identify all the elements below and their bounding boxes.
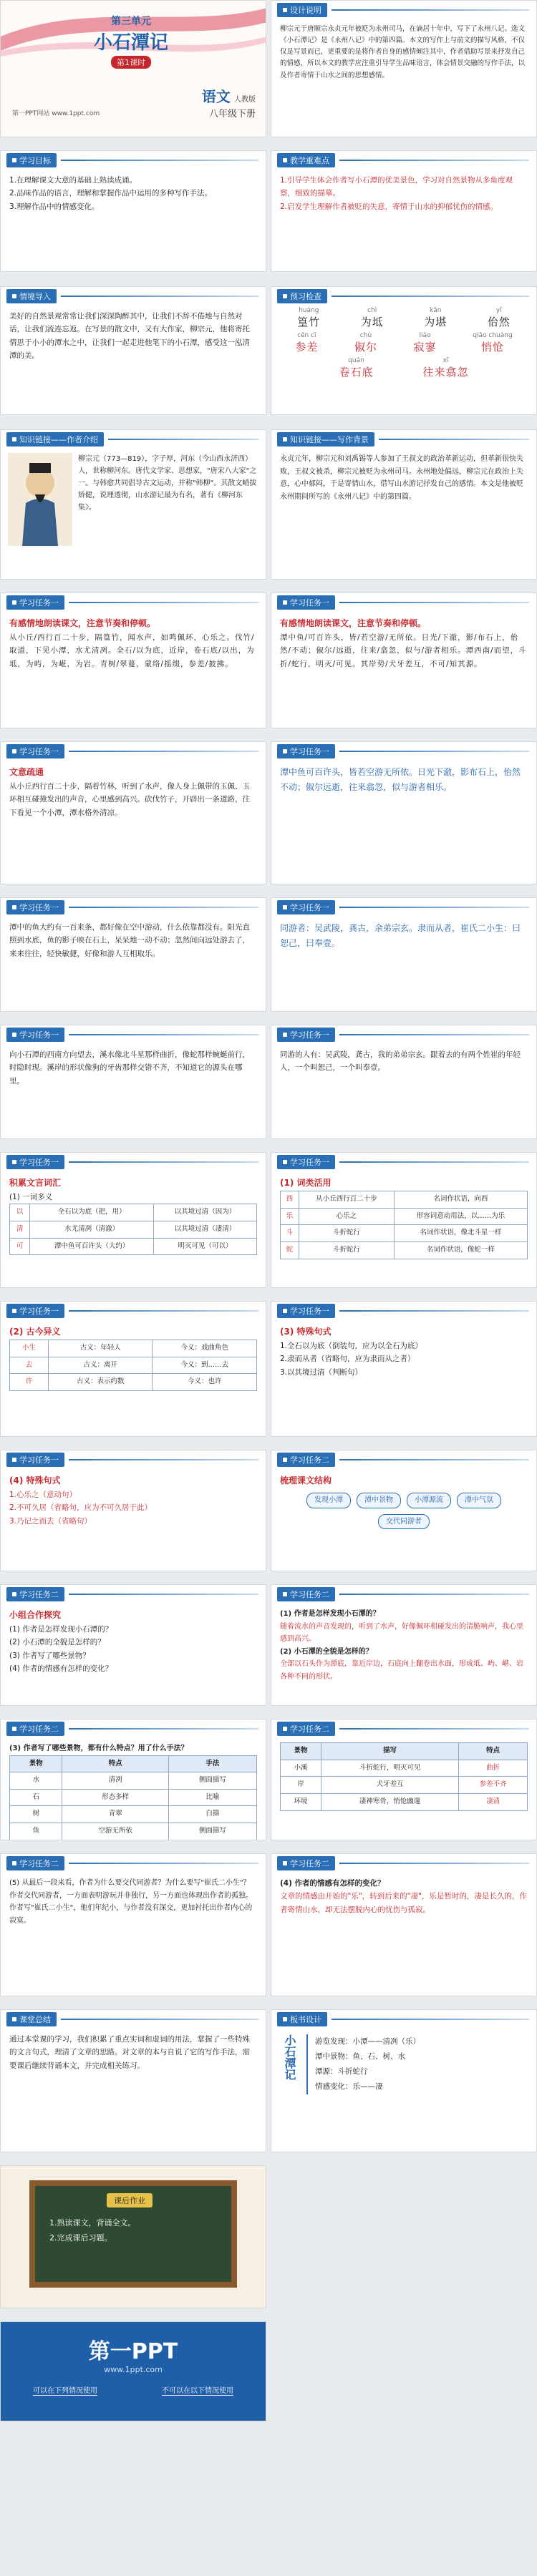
background-text: 永贞元年，柳宗元和刘禹锡等人参加了王叔文的政治革新运动，但革新很快失败，王叔文被杀，柳宗元被贬为永州司马。永州地处偏远，柳宗元在政治上失意，心中郁闷，于是寄情山水，借写山水游记抒发自己的感情。本文是他被贬永州期间所写的《永州八记》中的第四篇。 <box>280 455 523 501</box>
preview-slide: 预习检查 huáng 篁竹 chì 为坻 kān 为堪 yǐ 佁然 cēn cī 参差 chù 俶尔 liáo 寂寥 qiǎo chuàng 悄怆 quán 卷石底 xī 往来翕忽 <box>271 286 537 415</box>
task1a-slide: 学习任务一 有感情地朗读课文，注意节奏和停顿。 从小丘/西行百二十步，隔篁竹，闻水声，如鸣佩环，心乐之。伐竹/取道，下见小潭，水尤清冽。全石/以为底，近岸，卷石底/以出，为坻，为屿，为嵁，为岩。青树/翠蔓，蒙络/摇缀，参差/披拂。 <box>0 592 266 728</box>
table-row: 清 水尤清冽（清澈） 以其境过清（凄清） <box>10 1221 257 1239</box>
question: (4) 作者的情感有怎样的变化？ <box>280 1879 385 1888</box>
edition-label: 人教版 <box>234 96 256 104</box>
author-slide: 知识链接——作者介绍 柳宗元（773—819），字子厚，河东（今山西永济西）人，世称柳河东。唐代文学家、思想家，"唐宋八大家"之一。与韩愈共同倡导古文运动，并称"韩柳"。其散文峭拔矫健，说理透彻，山水游记最为有名，著有《柳河东集》。 <box>0 429 266 580</box>
table-row: 石 形态多样 比喻 <box>10 1789 257 1806</box>
task-text: 潭中的鱼大约有一百来条，都好像在空中游动，什么依靠都没有。阳光直照到水底，鱼的影子映在石上，呆呆地一动不动；忽然间向远处游去了，来来往往，轻快敏捷，好像和游人互相取乐。 <box>9 923 250 958</box>
list-item: 3.以其境过清（判断句） <box>280 1367 363 1377</box>
preview-word: xī 往来翕忽 <box>422 357 469 379</box>
background-slide: 知识链接——写作背景 永贞元年，柳宗元和刘禹锡等人参加了王叔文的政治革新运动，但革新很快失败，王叔文被杀，柳宗元被贬为永州司马。永州地处偏远，柳宗元在政治上失意，心中郁闷，于是寄情山水，借写山水游记抒发自己的感情。本文是他被贬永州期间所写的《永州八记》中的第四篇。 <box>271 429 537 580</box>
task2c-slide: 学习任务二 (1) 作者是怎样发现小石潭的？ 随着流水的声音发现的，听到了水声，好像佩环相碰发出的清脆响声，我心里感到高兴。 (2) 小石潭的全貌是怎样的？ 全部以石头作为潭底，靠近岸边，石底向上翻卷出水面，形成坻、屿、嵁、岩各种不同的形状。 <box>271 1584 537 1706</box>
board-line: 游览发现：小潭——清冽（乐） <box>315 2037 420 2046</box>
table-row: 西 从小丘西行百二十步 名词作状语，向西 <box>281 1191 528 1209</box>
list-item: (1) 作者是怎样发现小石潭的？ <box>9 1625 113 1634</box>
homework-item: 1.熟读课文，背诵全文。 <box>49 2218 136 2228</box>
author-portrait <box>8 453 72 546</box>
task2d-slide: 学习任务二 (3) 作者写了哪些景物，都有什么特点？用了什么手法？ 景物 特点 手法 水 清冽 侧面描写 石 形态多样 比喻 树 青翠 白描 鱼 空游无所依 侧面描写 <box>0 1719 266 1840</box>
vocab-table <box>9 1204 257 1255</box>
answer: 文章的情感由开始的"乐"，转到后来的"凄"，乐是暂时的，凄是长久的，作者寄情山水，却无法摆脱内心的忧伤与孤寂。 <box>280 1892 527 1914</box>
task1l-slide: 学习任务一 (3) 特殊句式 1.全石以为底（倒装句，应为以全石为底） 2.隶而从者（省略句，应为隶而从之者） 3.以其境过清（判断句） <box>271 1301 537 1437</box>
table-row: 蛇 斗折蛇行 名词作状语，像蛇一样 <box>281 1241 528 1259</box>
intro-slide: 情境导入 美好的自然景观常常让我们深深陶醉其中，让我们不辞不倦地与自然对话，让我们流连忘返。在写景的散文中，又有大作家，柳宗元，他将寄托情思于小小的潭水之中，让我们一起走进他笔下的小石潭，感受这一泓清潭的美。 <box>0 286 266 415</box>
task-text: 潭中鱼可百许头，皆若空游无所依。日光下澈，影布石上，佁然不动；俶尔远逝，往来翕忽，似与游者相乐。 <box>280 767 521 792</box>
table-row: 小溪 斗折蛇行，明灭可见 曲折 <box>281 1760 528 1777</box>
table-row: 景物 特点 手法 <box>10 1755 257 1772</box>
task2b-slide: 学习任务二 小组合作探究 (1) 作者是怎样发现小石潭的？ (2) 小石潭的全貌是怎样的？ (3) 作者写了哪些景物？ (4) 作者的情感有怎样的变化？ <box>0 1584 266 1706</box>
preview-word: liáo 寂寥 <box>413 332 437 353</box>
task1k-slide: 学习任务一 (2) 古今异义 小生 古义：年轻人 今义：戏曲角色 去 古义：离开 今义：到……去 许 古义：表示约数 今义：也许 <box>0 1301 266 1437</box>
task2f-slide: 学习任务二 (4) 作者的情感有怎样的变化？ 文章的情感由开始的"乐"，转到后来的"凄"，乐是暂时的，凄是长久的，作者寄情山水，却无法摆脱内心的忧伤与孤寂。 <box>271 1853 537 1996</box>
task1b-slide: 学习任务一 有感情地朗读课文，注意节奏和停顿。 潭中鱼/可百许头，皆/若空游/无所依。日光/下澈，影/布石上，佁然/不动；俶尔/远逝，往来/翕忽，似与/游者相乐。潭西南/而望，斗折/蛇行，明灭/可见。其岸势/犬牙差互，不可/知其源。 <box>271 592 537 728</box>
structure-node: 小潭源流 <box>407 1493 451 1508</box>
task-head: 文意疏通 <box>9 767 44 777</box>
table-row: 水 清冽 侧面描写 <box>10 1772 257 1790</box>
table-row: 鱼 空游无所依 侧面描写 <box>10 1823 257 1840</box>
board-line: 情感变化：乐——凄 <box>315 2082 383 2091</box>
task1d-slide: 学习任务一 潭中鱼可百许头，皆若空游无所依。日光下澈，影布石上，佁然不动；俶尔远逝，往来翕忽，似与游者相乐。 <box>271 741 537 884</box>
period-badge: 第1课时 <box>111 56 151 69</box>
structure-node: 潭中气氛 <box>457 1493 501 1508</box>
lesson-title: 小石潭记 <box>94 32 169 54</box>
task-text: 潭中鱼/可百许头，皆/若空游/无所依。日光/下澈，影/布石上，佁然/不动；俶尔/远逝，往来/翕忽，似与/游者相乐。潭西南/而望，斗折/蛇行，明灭/可见。其岸势/犬牙差互，不可/知其源。 <box>280 633 527 668</box>
table-row: 小生 古义：年轻人 今义：戏曲角色 <box>10 1340 257 1357</box>
task-head: (4) 特殊句式 <box>9 1475 61 1485</box>
task-head: 有感情地朗读课文，注意节奏和停顿。 <box>280 618 427 628</box>
goal-item: 1.在理解课文大意的基础上熟读成诵。 <box>9 176 137 185</box>
task-head: (1) 词类活用 <box>280 1178 332 1188</box>
task2g-slide: 学习任务二 (5) 从最后一段来看，作者为什么要交代同游者？为什么要写"崔氏二小生"？作者交代同游者，一方面表明游玩并非独行，另一方面也体现出作者的孤独。作者写"崔氏二小生"，他们年纪小，与作者没有深交，更加衬托出作者内心的寂寞。 <box>0 1853 266 1996</box>
design-text: 柳宗元于唐顺宗永贞元年被贬为永州司马，在谪居十年中，写下了永州八记。选文《小石潭记》是《永州八记》中的第四篇。本文的写作上与前文的描写风格，不仅仅是写景而已，更重要的是将作者自身的感情倾注其中，作者借助写景来抒发自己的情感，所以本文的教学应注重引导学生品味语言，体会情景交融的写作手法，以及作者寄情于山水之间的思想感情。 <box>280 25 526 79</box>
answer: 随着流水的声音发现的，听到了水声，好像佩环相碰发出的清脆响声，我心里感到高兴。 <box>280 1622 523 1643</box>
source-table <box>280 1742 528 1811</box>
brand-logo: 第一PPT <box>88 2339 178 2364</box>
list-item: 2.不可久居（省略句，应为不可久居于此） <box>9 1503 153 1513</box>
keypoints-slide: 教学重难点 1.引导学生体会作者写小石潭的优美景色，学习对自然景物从多角度观察，细致的描摹。 2.启发学生理解作者被贬的失意，寄情于山水的抑郁忧伤的情感。 <box>271 150 537 272</box>
task1c-slide: 学习任务一 文意疏通 从小丘西行百二十步，隔着竹林，听到了水声，像人身上佩带的玉佩、玉环相互碰撞发出的声音，心里感到高兴。砍伐竹子，开辟出一条道路，往下看见一个小潭，潭水格外清凉。 <box>0 741 266 884</box>
goal-item: 2.品味作品的语言，理解和掌握作品中运用的多种写作手法。 <box>9 189 213 198</box>
table-row: 景物 描写 特点 <box>281 1743 528 1760</box>
preview-word: yǐ 佁然 <box>487 307 511 328</box>
goals-slide: 学习目标 1.在理解课文大意的基础上熟读成诵。 2.品味作品的语言，理解和掌握作品中运用的多种写作手法。 3.理解作品中的情感变化。 <box>0 150 266 272</box>
design-slide <box>271 0 537 137</box>
preview-word: chù 俶尔 <box>354 332 377 353</box>
goal-item: 3.理解作品中的情感变化。 <box>9 202 100 211</box>
keypoint-item: 2.启发学生理解作者被贬的失意，寄情于山水的抑郁忧伤的情感。 <box>280 202 498 211</box>
summary-text: 通过本堂课的学习，我们积累了重点实词和虚词的用法，掌握了一些特殊的文言句式，理清了文章的思路。对文章的本与自说了它的写作手法，需要课后继续背诵本文，并完成相关练习。 <box>9 2035 250 2070</box>
question: (2) 小石潭的全貌是怎样的？ <box>280 1647 373 1656</box>
section-tag: 设计说明 <box>277 3 327 17</box>
table-row: 许 古义：表示约数 今义：也许 <box>10 1374 257 1391</box>
table-row: 环境 凄神寒骨，悄怆幽邃 凄清 <box>281 1793 528 1810</box>
keypoint-item: 1.引导学生体会作者写小石潭的优美景色，学习对自然景物从多角度观察，细致的描摹。 <box>280 176 513 198</box>
list-item: 2.隶而从者（省略句，应为隶而从之者） <box>280 1355 415 1364</box>
task-head: (3) 作者写了哪些景物，都有什么特点？用了什么手法？ <box>9 1745 188 1752</box>
scenery-table <box>9 1755 257 1840</box>
table-row: 以 全石以为底（把，用） 以其境过清（因为） <box>10 1204 257 1221</box>
board-title: 小石潭记 <box>283 2034 296 2080</box>
author-text: 柳宗元（773—819），字子厚，河东（今山西永济西）人，世称柳河东。唐代文学家、思想家，"唐宋八大家"之一。与韩愈共同倡导古文运动，并称"韩柳"。其散文峭拔矫健，说理透彻，山水游记最为有名，著有《柳河东集》。 <box>78 455 257 512</box>
homework-slide <box>0 2165 266 2308</box>
table-row: 斗 斗折蛇行 名词作状语，像北斗星一样 <box>281 1225 528 1242</box>
table-row: 岸 犬牙差互 参差不齐 <box>281 1777 528 1794</box>
list-item: 1.心乐之（意动句） <box>9 1491 77 1499</box>
board-line: 潭中景物：鱼、石、树、水 <box>315 2052 405 2061</box>
task1i-slide: 学习任务一 积累文言词汇 (1) 一词多义 以 全石以为底（把，用） 以其境过清（因为） 清 水尤清冽（清澈） 以其境过清（凄清） 可 潭中鱼可百许头（大约） 明灭可见（可以） <box>0 1152 266 1288</box>
list-item: 3.乃记之而去（省略句） <box>9 1516 92 1526</box>
task-head: (2) 古今异义 <box>9 1327 61 1337</box>
task-head: 积累文言词汇 <box>9 1178 62 1188</box>
preview-word: chì 为坻 <box>360 307 384 328</box>
task-head: 小组合作探究 <box>9 1610 62 1620</box>
brand-slide <box>0 2321 266 2421</box>
table-row: 去 古义：离开 今义：到……去 <box>10 1357 257 1374</box>
table-row: 可 潭中鱼可百许头（大约） 明灭可见（可以） <box>10 1238 257 1255</box>
preview-word: cēn cī 参差 <box>295 332 319 353</box>
list-item: 1.全石以为底（倒装句，应为以全石为底） <box>280 1342 423 1350</box>
task-head: 有感情地朗读课文，注意节奏和停顿。 <box>9 618 156 628</box>
summary-slide: 课堂总结 通过本堂课的学习，我们积累了重点实词和虚词的用法，掌握了一些特殊的文言句式，理清了文章的思路。对文章的本与自说了它的写作手法，需要课后继续背诵本文，并完成相关练习。 <box>0 2009 266 2152</box>
task1g-slide: 学习任务一 向小石潭的西南方向望去，溪水像北斗星那样曲折，像蛇那样蜿蜒前行，时隐时现。溪岸的形状像狗的牙齿那样交错不齐，不知道它的源头在哪里。 <box>0 1025 266 1139</box>
task-subhead: (1) 一词多义 <box>9 1193 53 1201</box>
grade-label: 八年级下册 <box>208 109 256 119</box>
task-head: 梳理课文结构 <box>280 1475 332 1485</box>
chalkboard <box>29 2180 237 2288</box>
usage-table <box>280 1191 528 1259</box>
usage-link[interactable]: 可以在下列情况使用 <box>33 2384 97 2396</box>
task-text: 从小丘西行百二十步，隔着竹林，听到了水声，像人身上佩带的玉佩、玉环相互碰撞发出的声音，心里感到高兴。砍伐竹子，开辟出一条道路，往下看见一个小潭，潭水格外清凉。 <box>9 782 250 817</box>
structure-node: 交代同游者 <box>378 1514 430 1530</box>
preview-word: huáng 篁竹 <box>297 307 321 328</box>
cover-slide <box>0 0 266 137</box>
task2e-slide: 学习任务二 景物 描写 特点 小溪 斗折蛇行，明灭可见 曲折 岸 犬牙差互 参差不齐 环境 凄神寒骨，悄怆幽邃 凄清 <box>271 1719 537 1840</box>
unit-label: 第三单元 <box>111 16 151 27</box>
task1e-slide: 学习任务一 潭中的鱼大约有一百来条，都好像在空中游动，什么依靠都没有。阳光直照到水底，鱼的影子映在石上，呆呆地一动不动；忽然间向远处游去了，来来往往，轻快敏捷，好像和游人互相取乐。 <box>0 897 266 1012</box>
meaning-table <box>9 1340 257 1391</box>
list-item: (4) 作者的情感有怎样的变化？ <box>9 1664 113 1674</box>
list-item: (2) 小石潭的全貌是怎样的？ <box>9 1638 105 1647</box>
answer: 全部以石头作为潭底，靠近岸边，石底向上翻卷出水面，形成坻、屿、嵁、岩各种不同的形状。 <box>280 1660 523 1681</box>
homework-item: 2.完成课后习题。 <box>49 2233 112 2243</box>
task-text: 同游者：吴武陵，龚古，余弟宗玄。隶而从者，崔氏二小生：曰恕己，曰奉壹。 <box>280 923 521 948</box>
board-line: 潭源：斗折蛇行 <box>315 2067 368 2076</box>
preview-word: quán 卷石底 <box>339 357 374 379</box>
task-text: 同游的人有：吴武陵，龚古，我的弟弟宗玄。跟着去的有两个姓崔的年轻人，一个叫恕己，一个叫奉壹。 <box>280 1050 521 1073</box>
task1h-slide: 学习任务一 同游的人有：吴武陵，龚古，我的弟弟宗玄。跟着去的有两个姓崔的年轻人，一个叫恕己，一个叫奉壹。 <box>271 1025 537 1139</box>
task1f-slide: 学习任务一 同游者：吴武陵，龚古，余弟宗玄。隶而从者，崔氏二小生：曰恕己，曰奉壹。 <box>271 897 537 1012</box>
usage-link[interactable]: 不可以在以下情况使用 <box>162 2384 233 2396</box>
board-slide: 板书设计 小石潭记 游览发现：小潭——清冽（乐） 潭中景物：鱼、石、树、水 潭源：斗折蛇行 情感变化：乐——凄 <box>271 2009 537 2152</box>
table-row: 乐 心乐之 形容词意动用法，以……为乐 <box>281 1208 528 1225</box>
task-text: (5) 从最后一段来看，作者为什么要交代同游者？为什么要写"崔氏二小生"？作者交代同游者，一方面表明游玩并非独行，另一方面也体现出作者的孤独。作者写"崔氏二小生"，他们年纪小，与作者没有深交，更加衬托出作者内心的寂寞。 <box>9 1879 253 1925</box>
brand-url: www.1ppt.com <box>104 2365 163 2374</box>
structure-node: 发现小潭 <box>306 1493 351 1508</box>
preview-word: qiǎo chuàng 悄怆 <box>473 332 513 353</box>
intro-text: 美好的自然景观常常让我们深深陶醉其中，让我们不辞不倦地与自然对话，让我们流连忘返。在写景的散文中，又有大作家，柳宗元，他将寄托情思于小小的潭水之中，让我们一起走进他笔下的小石潭，感受这一泓清潭的美。 <box>9 312 250 361</box>
question: (1) 作者是怎样发现小石潭的？ <box>280 1610 380 1618</box>
list-item: (3) 作者写了哪些景物？ <box>9 1651 90 1660</box>
task-head: (3) 特殊句式 <box>280 1327 332 1337</box>
task1j-slide: 学习任务一 (1) 词类活用 西 从小丘西行百二十步 名词作状语，向西 乐 心乐之 形容词意动用法，以……为乐 斗 斗折蛇行 名词作状语，像北斗星一样 蛇 斗折蛇行 名词作状语，像蛇一样 <box>271 1152 537 1288</box>
homework-title: 课后作业 <box>107 2193 153 2207</box>
task-text: 从小丘/西行百二十步，隔篁竹，闻水声，如鸣佩环，心乐之。伐竹/取道，下见小潭，水尤清冽。全石/以为底，近岸，卷石底/以出，为坻，为屿，为嵁，为岩。青树/翠蔓，蒙络/摇缀，参差/披拂。 <box>9 633 255 668</box>
site-label: 第一PPT网站 www.1ppt.com <box>12 110 100 117</box>
task1m-slide: 学习任务一 (4) 特殊句式 1.心乐之（意动句） 2.不可久居（省略句，应为不可久居于此） 3.乃记之而去（省略句） <box>0 1450 266 1571</box>
structure-node: 潭中景物 <box>357 1493 401 1508</box>
preview-word: kān 为堪 <box>424 307 448 328</box>
task-text: 向小石潭的西南方向望去，溪水像北斗星那样曲折，像蛇那样蜿蜒前行，时隐时现。溪岸的形状像狗的牙齿那样交错不齐，不知道它的源头在哪里。 <box>9 1050 250 1085</box>
subject-label: 语文 <box>201 88 231 105</box>
task2a-slide: 学习任务二 梳理课文结构 发现小潭 潭中景物 小潭源流 潭中气氛 交代同游者 <box>271 1450 537 1571</box>
table-row: 树 青翠 白描 <box>10 1806 257 1823</box>
